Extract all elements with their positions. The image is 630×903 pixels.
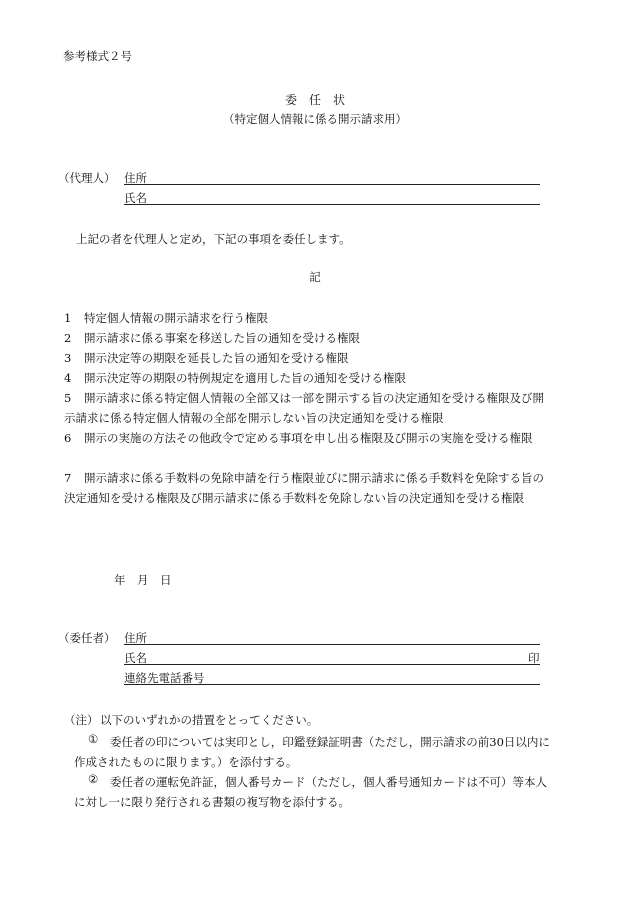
item-number: 2 [64,331,72,345]
list-item [64,388,554,428]
date-line: 年 月 日 [114,573,172,587]
principal-name-line[interactable] [124,664,540,665]
delegation-statement: 上記の者を代理人と定め，下記の事項を委任します。 [76,232,351,246]
list-item [64,428,554,448]
note-mark: ① [88,732,99,746]
item-number: 4 [64,371,72,385]
item-number: 5 [64,391,72,405]
list-item [64,348,554,368]
note-mark: ② [88,772,99,786]
item-text: 特定個人情報の開示請求を行う権限 [84,311,268,325]
list-item [64,308,554,328]
form-number: 参考様式２号 [63,49,132,63]
item-text: 開示決定等の期限を延長した旨の通知を受ける権限 [84,351,349,365]
item-text: 開示の実施の方法その他政令で定める事項を申し出る権限及び開示の実施を受ける権限 [84,431,533,445]
item-number: 1 [64,311,72,325]
document-title: 委 任 状 [284,93,345,107]
agent-address-label: 住所 [124,171,147,185]
list-item [64,328,554,348]
note-text: 委任者の印については実印とし，印鑑登録証明書（ただし，開示請求の前30日以内に作成されたものに限ります。）を添付する。 [74,735,550,769]
notes-intro: 以下のいずれかの措置をとってください。 [100,713,319,727]
principal-address-label: 住所 [124,631,147,645]
item-number: 7 [64,471,72,485]
agent-name-line[interactable] [124,204,540,205]
ki-heading: 記 [309,270,321,284]
seal-mark: 印 [528,651,540,665]
principal-label: （委任者） [58,631,116,645]
document-subtitle: （特定個人情報に係る開示請求用） [223,112,407,126]
item-text: 開示請求に係る事案を移送した旨の通知を受ける権限 [84,331,360,345]
principal-address-line[interactable] [124,644,540,645]
agent-label: （代理人） [58,171,116,185]
notes-label: （注） [64,713,99,727]
item-text: 開示決定等の期限の特例規定を適用した旨の通知を受ける権限 [84,371,406,385]
item-text: 開示請求に係る特定個人情報の全部又は一部を開示する旨の決定通知を受ける権限及び開示請求に係る特定個人情報の全部を開示しない旨の決定通知を受ける権限 [64,391,544,425]
list-item [64,368,554,388]
principal-phone-label: 連絡先電話番号 [124,671,205,685]
item-text: 開示請求に係る手数料の免除申請を行う権限並びに開示請求に係る手数料を免除する旨の決定通知を受ける権限及び開示請求に係る手数料を免除しない旨の決定通知を受ける権限 [64,471,544,505]
principal-name-label: 氏名 [124,651,147,665]
item-number: 3 [64,351,72,365]
principal-phone-line[interactable] [124,684,540,685]
item-number: 6 [64,431,72,445]
list-item [64,468,554,508]
agent-name-label: 氏名 [124,191,147,205]
note-text: 委任者の運転免許証，個人番号カード（ただし，個人番号通知カードは不可）等本人に対し一に限り発行される書類の複写物を添付する。 [74,775,547,809]
agent-address-line[interactable] [124,184,540,185]
